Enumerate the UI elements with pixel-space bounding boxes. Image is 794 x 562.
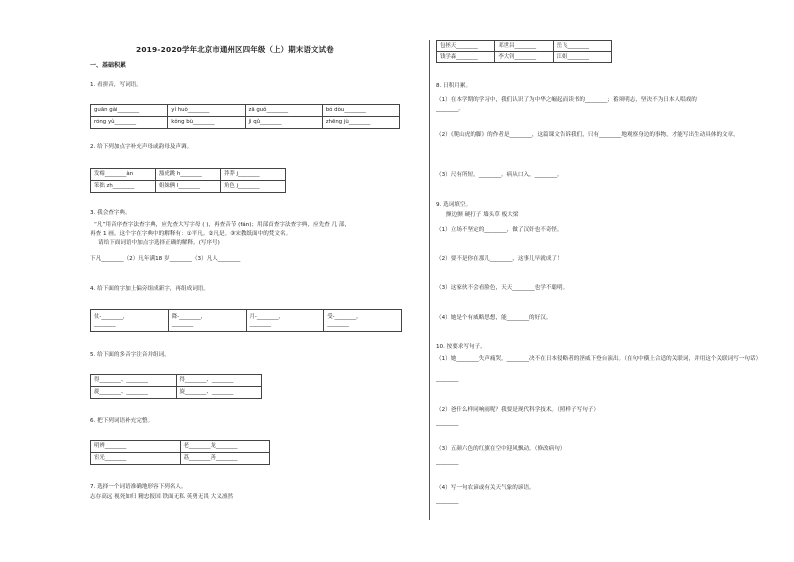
- q7-figure-cell[interactable]: 江姐________: [553, 52, 611, 63]
- q7-figure-cell[interactable]: 李大钊________: [495, 52, 553, 63]
- q5-cell[interactable]: 得________、________: [176, 375, 262, 387]
- q4-cell[interactable]: 仗-________， ________: [91, 310, 169, 332]
- q2-cell[interactable]: 笨拙 zh________: [91, 181, 156, 193]
- q1-cell[interactable]: zā guǒ________: [245, 105, 322, 117]
- q2-cell[interactable]: 角色 j________: [221, 181, 286, 193]
- q9-item-1[interactable]: （1）立场不坚定的________，做了汉奸也不奇怪。: [436, 227, 563, 233]
- q2-cell[interactable]: 姐妹俩 l________: [156, 181, 221, 193]
- q10-item-2-line[interactable]: ________: [436, 420, 459, 426]
- q5-stem: 5. 给下面的多音字注音并组词。: [90, 352, 170, 358]
- q7-figure-cell[interactable]: 邓世昌________: [495, 41, 553, 52]
- q2-stem: 2. 给下列加点字补充声母或韵母及声调。: [90, 144, 193, 150]
- q2-cell[interactable]: 发霉________àn: [91, 169, 156, 181]
- q4-table: [90, 309, 402, 332]
- q4-cell[interactable]: 受-________， ________: [324, 310, 402, 332]
- q5-cell[interactable]: 旋________、________: [91, 387, 177, 399]
- q5-cell[interactable]: 旋________、________: [176, 387, 262, 399]
- q7-figure-cell[interactable]: 包拯天________: [437, 41, 495, 52]
- q4-stem: 4. 给下面的字加上偏旁组成新字，再组成词语。: [90, 286, 209, 292]
- q6-cell[interactable]: 老________龙________: [180, 441, 270, 453]
- q10-item-4[interactable]: （4）写一句农谚或有关天气象的谚语。: [436, 485, 535, 491]
- q1-cell[interactable]: yí huò________: [168, 105, 245, 117]
- q10-item-1[interactable]: （1）她________失声痛哭，________决不在日本侵略者的淫威下登台演出。（在句中横上合适的关联词，并用这个关联词写一句话）: [436, 356, 762, 362]
- q9-word-bank: 颤边颤 硬打子 墙头草 板大梁: [446, 212, 519, 218]
- q1-cell[interactable]: jì qǔ________: [245, 117, 322, 129]
- q5-table: [90, 374, 262, 399]
- q7-figure-cell[interactable]: 岳飞________: [553, 41, 611, 52]
- q1-cell[interactable]: zhēng jù________: [322, 117, 399, 129]
- q1-cell[interactable]: róng yù________: [91, 117, 168, 129]
- q10-stem: 10. 按要求写句子。: [436, 344, 486, 350]
- q1-pinyin-table: [90, 104, 400, 129]
- q2-cell[interactable]: 莽莽 j________: [221, 169, 286, 181]
- q7-figure-cell[interactable]: 钱学森________: [437, 52, 495, 63]
- q3-answers[interactable]: 下凡________（2）凡年满18 岁________（3）凡人________: [90, 256, 241, 262]
- q2-table: [90, 168, 286, 193]
- q8-item-2[interactable]: （2）《爬山虎的脚》的作者是________，这篇课文告诉我们，只有________地观察身边的事物，才能写出生动具体的文章。: [436, 132, 739, 138]
- q6-table: [90, 440, 270, 465]
- column-divider: [429, 40, 430, 520]
- q4-cell[interactable]: 月-________， ________: [246, 310, 324, 332]
- q8-item-1-blank[interactable]: ________。: [436, 106, 464, 112]
- q5-cell[interactable]: 得________、________: [91, 375, 177, 387]
- q7-word-bank: 志存高远 视死如归 精忠报国 铁面无私 英勇无畏 大义凛然: [90, 494, 234, 500]
- q6-stem: 6. 把下列词语补充完整。: [90, 418, 154, 424]
- q7-figure-table: [436, 40, 612, 63]
- q2-cell[interactable]: 豁虎跳 h________: [156, 169, 221, 181]
- q8-item-3[interactable]: （3）尺有所短，________。病从口入，________。: [436, 172, 563, 178]
- q9-item-4[interactable]: （4）她是个有威略思想，能________的好汉。: [436, 315, 552, 321]
- q10-item-2[interactable]: （2）爸什么样同响雨呢？我要是现代科学技术。（照样子写句子）: [436, 407, 599, 413]
- q3-text-2: 再查 1 画。这个字在字典中的解释有：①平凡。②凡是。③宋教纸面中的梵文名。: [90, 231, 292, 237]
- q9-item-3[interactable]: （3）这家伙不会看脸色，天天________也学不聪明。: [436, 285, 569, 291]
- q1-cell[interactable]: kǒng bù________: [168, 117, 245, 129]
- q10-item-3-line[interactable]: ________: [436, 459, 459, 465]
- q9-stem: 9. 选词填空。: [436, 202, 472, 208]
- q10-item-4-line[interactable]: ________: [436, 498, 459, 504]
- q1-cell[interactable]: bó dòu________: [322, 105, 399, 117]
- q1-stem: 1. 看拼音，写词语。: [90, 82, 142, 88]
- q3-stem: 3. 我会查字典。: [90, 210, 131, 216]
- q6-cell[interactable]: 荔________善________: [180, 453, 270, 465]
- q3-text-1: “凡”用音序查字法查字典，应先查大写字母 ( )，再查音节 (fán)；用部首查字法查字典，应先查 几 部，: [94, 222, 351, 228]
- page-title: 2019-2020学年北京市通州区四年级（上）期末语文试卷: [136, 45, 334, 54]
- q9-item-2[interactable]: （2）要不是你在那儿________，这事儿早就成了！: [436, 256, 563, 262]
- q8-stem: 8. 日积月累。: [436, 83, 472, 89]
- q10-item-3[interactable]: （3）五颜六色的红旗在空中迎风飘动。（修改病句）: [436, 446, 566, 452]
- q6-cell[interactable]: 宦光________: [91, 453, 181, 465]
- q7-stem: 7. 选择一个词语准确地形容下列名人。: [90, 484, 187, 490]
- q10-item-1-line[interactable]: ________: [436, 376, 459, 382]
- q3-text-3: 请给下面词语中加点字选择正确的解释。(写序号): [98, 240, 220, 246]
- section-basic: 一、基础积累: [90, 62, 127, 69]
- q4-cell[interactable]: 降-________， ________: [168, 310, 246, 332]
- q6-cell[interactable]: 明辨________: [91, 441, 181, 453]
- q1-cell[interactable]: guān gài________: [91, 105, 168, 117]
- q8-item-1[interactable]: （1）在本学期的学习中，我们认识了为中华之崛起而读书的________；蓄须明志，坚决不为日本人唱戏的: [436, 97, 697, 103]
